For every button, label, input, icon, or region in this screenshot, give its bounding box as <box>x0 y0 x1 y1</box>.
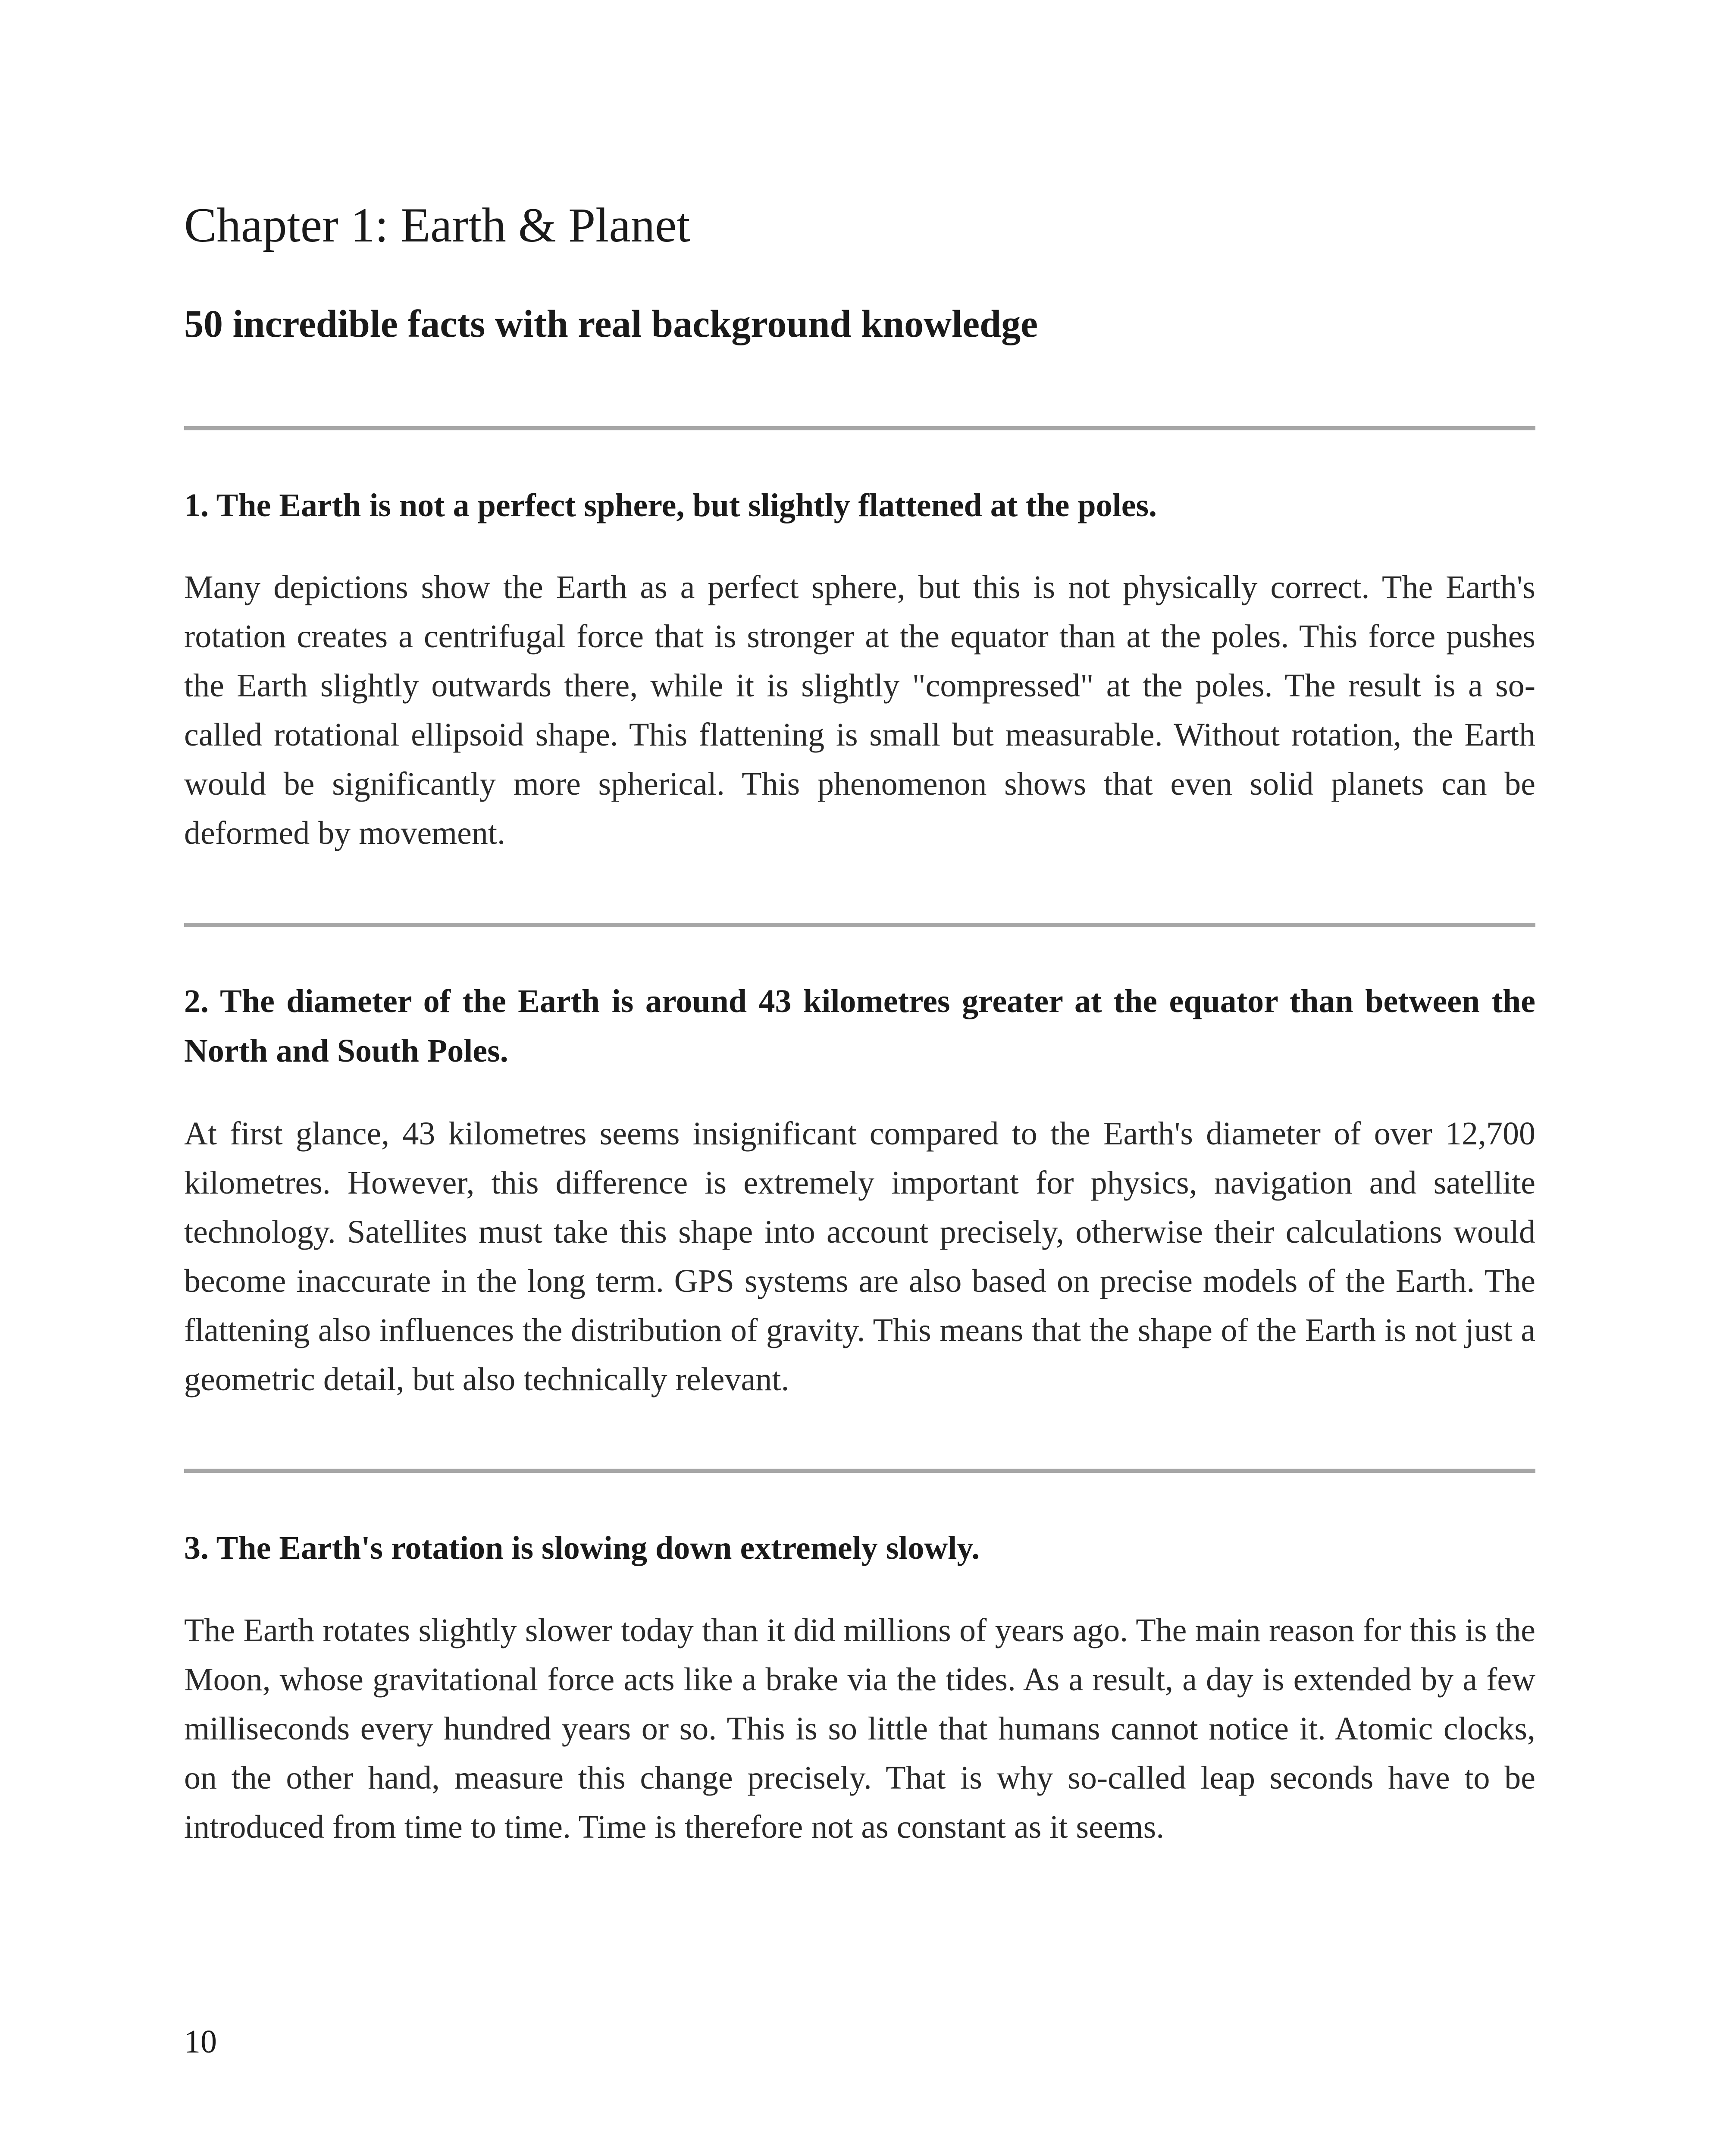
fact-1-heading: 1. The Earth is not a perfect sphere, but slightly flattened at the poles. <box>184 487 1157 523</box>
document-page <box>184 0 1535 2156</box>
section-divider <box>184 426 1535 430</box>
fact-3-body: The Earth rotates slightly slower today than it did millions of years ago. The main reason for this is the Moon, whose gravitational force acts like a brake via the tides. As a result, a day is extended by a few milliseconds every hundred years or so. This is so little that humans cannot notice it. Atomic clocks, on the other hand, measure this change precisely. That is why so-called leap seconds have to be introduced from time to time. Time is therefore not as constant as it seems. <box>184 1612 1535 1845</box>
page-number: 10 <box>184 2024 217 2060</box>
section-divider <box>184 923 1535 927</box>
chapter-title: Chapter 1: Earth & Planet <box>184 198 690 252</box>
fact-2-heading: 2. The diameter of the Earth is around 43 kilometres greater at the equator than between the North and South Poles. <box>184 983 1535 1069</box>
fact-3-heading: 3. The Earth's rotation is slowing down extremely slowly. <box>184 1530 980 1566</box>
fact-1-body: Many depictions show the Earth as a perfect sphere, but this is not physically correct. The Earth's rotation creates a centrifugal force that is stronger at the equator than at the poles. This force pushes the Earth slightly outwards there, while it is slightly "compressed" at the poles. The result is a so-called rotational ellipsoid shape. This flattening is small but measurable. Without rotation, the Earth would be significantly more spherical. This phenomenon shows that even solid planets can be deformed by movement. <box>184 569 1535 851</box>
fact-2-body: At first glance, 43 kilometres seems insignificant compared to the Earth's diameter of over 12,700 kilometres. However, this difference is extremely important for physics, navigation and satellite technology. Satellites must take this shape into account precisely, otherwise their calculations would become inaccurate in the long term. GPS systems are also based on precise models of the Earth. The flattening also influences the distribution of gravity. This means that the shape of the Earth is not just a geometric detail, but also technically relevant. <box>184 1116 1535 1398</box>
chapter-subtitle: 50 incredible facts with real background knowledge <box>184 303 1038 345</box>
section-divider <box>184 1469 1535 1473</box>
